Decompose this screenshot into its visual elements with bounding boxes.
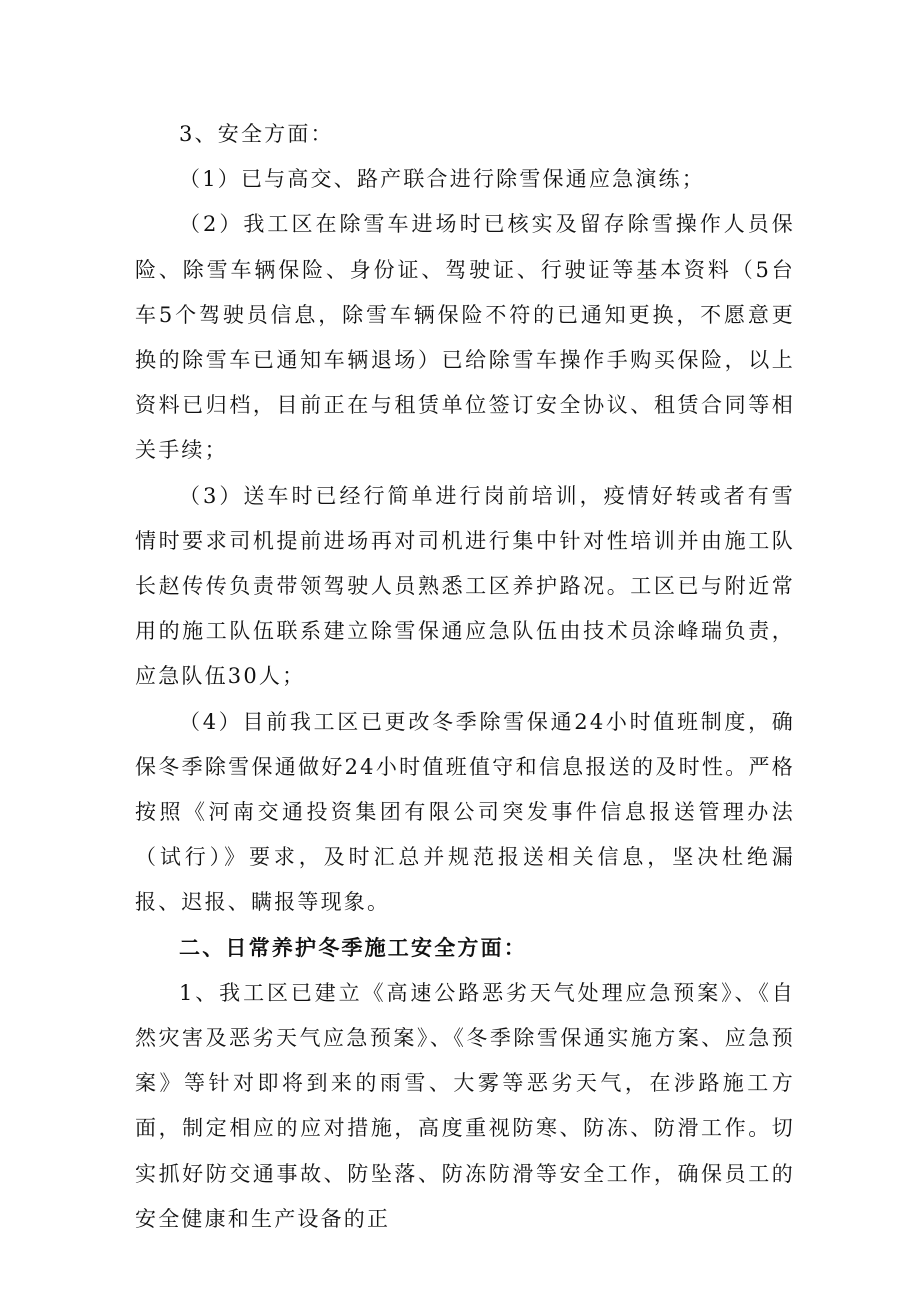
paragraph-item-3: （3）送车时已经行简单进行岗前培训，疫情好转或者有雪情时要求司机提前进场再对司机进行集中针对性培训并由施工队长赵传传负责带领驾驶人员熟悉工区养护路况。工区已与附近常用的施工队伍联系建立除雪保通应急队伍由技术员涂峰瑞负责，应急队伍30人； (135, 483, 795, 689)
paragraph-winter-1: 1、我工区已建立《高速公路恶劣天气处理应急预案》、《自然灾害及恶劣天气应急预案》、《冬季除雪保通实施方案、应急预案》等针对即将到来的雨雪、大雾等恶劣天气，在涉路施工方面，制定相应的应对措施，高度重视防寒、防冻、防滑工作。切实抓好防交通事故、防坠落、防冻防滑等安全工作，确保员工的安全健康和生产设备的正 (135, 980, 795, 1231)
section-heading-winter-construction: 二、日常养护冬季施工安全方面： (179, 935, 527, 960)
paragraph-item-1: （1）已与高交、路产联合进行除雪保通应急演练； (179, 167, 705, 192)
paragraph-item-2: （2）我工区在除雪车进场时已核实及留存除雪操作人员保险、除雪车辆保险、身份证、驾驶证、行驶证等基本资料（5台车5个驾驶员信息，除雪车辆保险不符的已通知更换，不愿意更换的除雪车已通知车辆退场）已给除雪车操作手购买保险，以上资料已归档，目前正在与租赁单位签订安全协议、租赁合同等相关手续； (135, 212, 795, 463)
document-body (135, 112, 795, 1242)
paragraph-item-4: （4）目前我工区已更改冬季除雪保通24小时值班制度，确保冬季除雪保通做好24小时值班值守和信息报送的及时性。严格按照《河南交通投资集团有限公司突发事件信息报送管理办法（试行）》要求，及时汇总并规范报送相关信息，坚决杜绝漏报、迟报、瞒报等现象。 (135, 709, 795, 915)
section-heading-safety: 3、安全方面： (179, 122, 334, 146)
